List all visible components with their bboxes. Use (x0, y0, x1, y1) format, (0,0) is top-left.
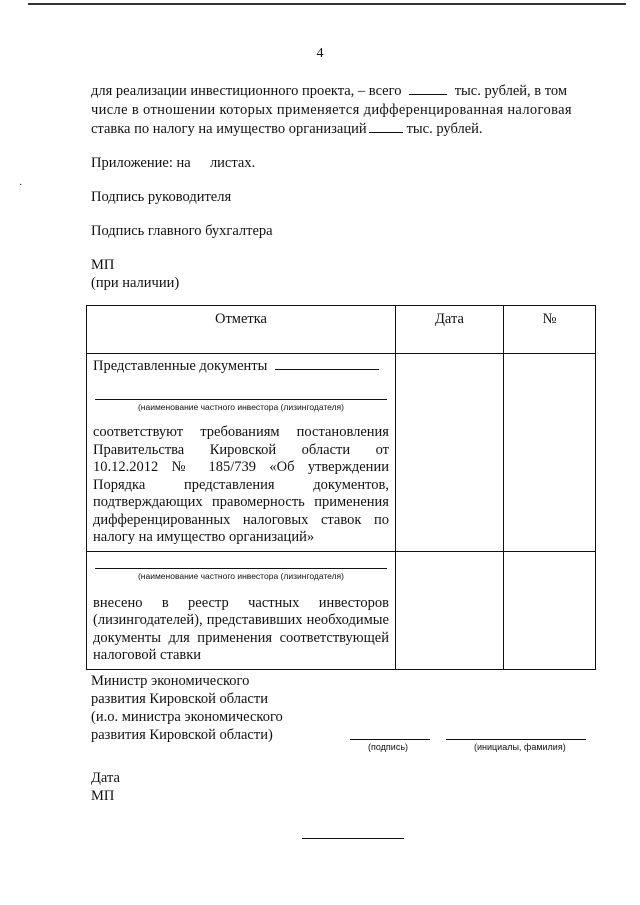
documents-blank[interactable] (275, 369, 379, 370)
paragraph-line-3 (91, 120, 483, 138)
investor-name-line[interactable] (95, 389, 387, 400)
investor-name-line-2[interactable] (95, 558, 387, 569)
paragraph-line-1-b: тыс. рублей, в том (454, 83, 568, 99)
signature-caption: (подпись) (368, 742, 409, 752)
table-row (87, 551, 596, 669)
row1-lead-text: Представленные документы (93, 358, 268, 374)
mark-table (86, 305, 596, 670)
header-number: № (503, 306, 595, 354)
row2-mark-cell (87, 551, 396, 669)
row1-lead (93, 358, 389, 375)
row1-number-cell[interactable] (503, 354, 595, 552)
row1-date-cell[interactable] (395, 354, 503, 552)
footer-stamp-label: МП (91, 788, 115, 804)
header-date: Дата (395, 306, 503, 354)
minister-line-1: Министр экономического (91, 673, 250, 689)
bottom-line (302, 838, 404, 839)
signature-line[interactable] (350, 739, 430, 740)
paragraph-line-1 (91, 82, 595, 100)
table-header-row (87, 306, 596, 354)
top-border-line (28, 3, 626, 5)
table-row (87, 354, 596, 552)
paragraph-line-1-a: для реализации инвестиционного проекта, – всего (91, 83, 402, 99)
stamp-label: МП (91, 257, 115, 273)
date-label: Дата (91, 770, 120, 786)
minister-line-3: (и.о. министра экономического (91, 709, 283, 725)
paragraph-line-2: числе в отношении которых применяется дифференцированная налоговая (91, 102, 572, 118)
minister-line-4: развития Кировской области) (91, 727, 273, 743)
attachment-sheets: листах. (209, 155, 256, 171)
minister-line-2: развития Кировской области (91, 691, 268, 707)
row2-caption: (наименование частного инвестора (лизингодателя) (137, 570, 344, 581)
paragraph-line-3-a: ставка по налогу на имущество организаций (91, 121, 367, 137)
scan-mark: · (19, 180, 23, 191)
row1-mark-cell (87, 354, 396, 552)
page-number: 4 (316, 46, 324, 61)
row2-text: внесено в реестр частных инвесторов (лизингодателей), представивших необходимые документы для применения соответствующей налоговой ставки (93, 594, 389, 663)
head-signature-label: Подпись руководителя (91, 189, 232, 205)
row2-date-cell[interactable] (395, 551, 503, 669)
accountant-signature-label: Подпись главного бухгалтера (91, 223, 273, 239)
total-amount-blank[interactable] (409, 94, 447, 95)
stamp-note: (при наличии) (91, 275, 180, 291)
attachment-line (91, 154, 255, 172)
row1-text: соответствуют требованиям постановления Правительства Кировской области от 10.12.2012 № 185/739 «Об утверждении Порядка представления документов, подтверждающих правомерность применения дифференцированных налоговых ставок по налогу на имущество организаций» (93, 424, 389, 545)
row2-number-cell[interactable] (503, 551, 595, 669)
header-mark: Отметка (87, 306, 396, 354)
attachment-label: Приложение: на (91, 155, 191, 171)
row1-caption: (наименование частного инвестора (лизингодателя) (137, 402, 344, 412)
tax-amount-blank[interactable] (369, 132, 403, 133)
initials-line[interactable] (446, 739, 586, 740)
initials-caption: (инициалы, фамилия) (474, 742, 566, 752)
paragraph-line-3-b: тыс. рублей. (406, 121, 483, 137)
